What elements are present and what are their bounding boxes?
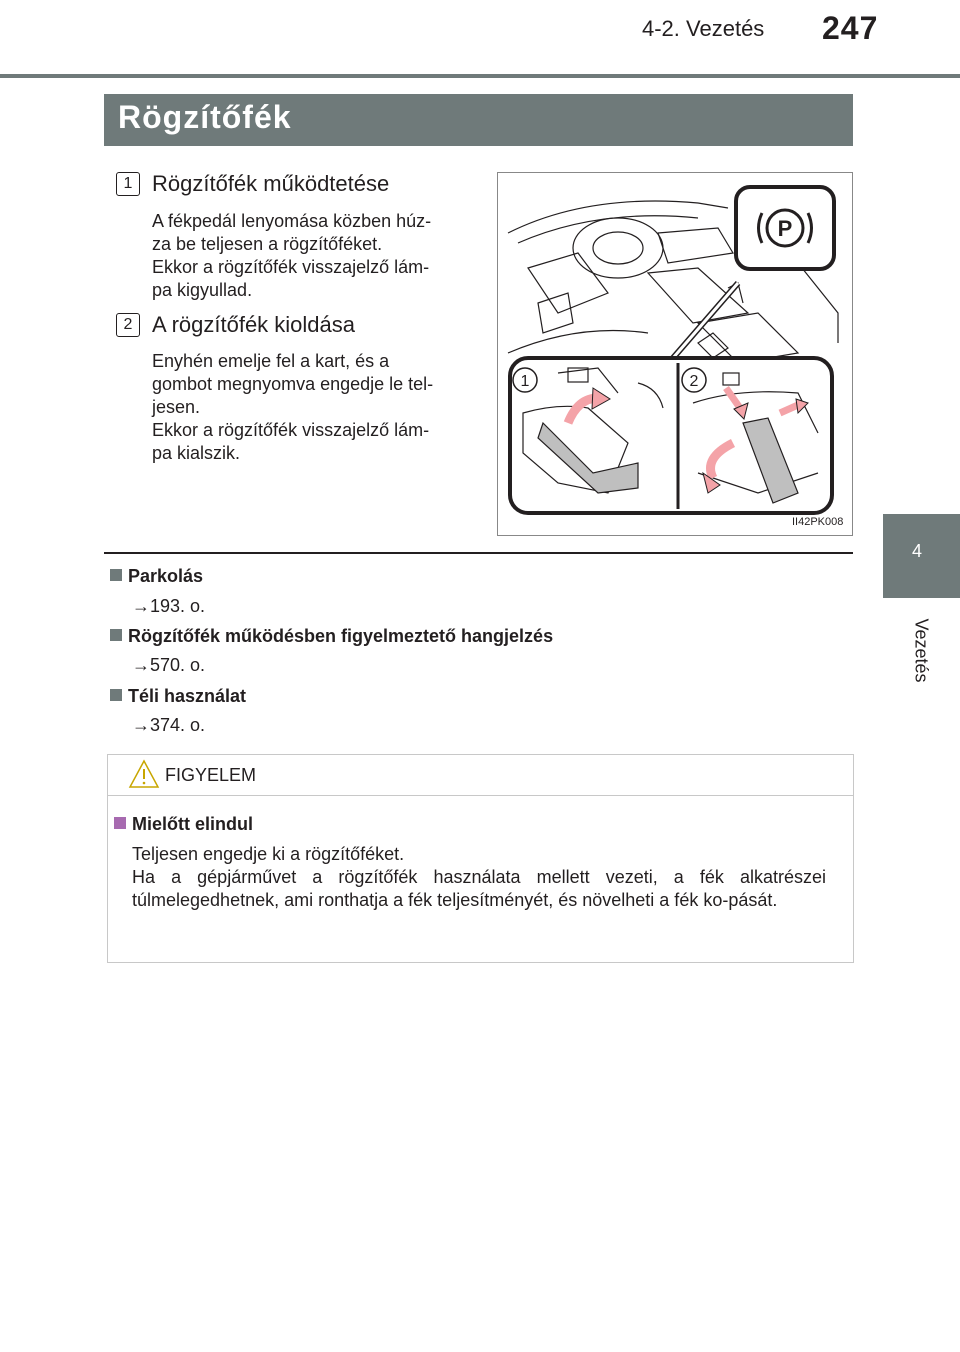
- bullet-square-icon: [110, 689, 122, 701]
- illustration-drawing: [498, 173, 852, 535]
- warning-triangle-icon: [128, 759, 160, 789]
- svg-text:2: 2: [689, 373, 699, 390]
- step-1-number: 1: [116, 172, 140, 196]
- page-title: Rögzítőfék: [118, 99, 292, 135]
- svg-text:1: 1: [520, 373, 530, 390]
- parking-brake-illustration: [497, 172, 853, 536]
- bullet-square-icon: [110, 569, 122, 581]
- warning-box: [107, 754, 854, 963]
- title-bar: [104, 94, 853, 146]
- note-ref-teli[interactable]: →374. o.: [132, 715, 206, 735]
- note-ref-parkolas[interactable]: →193. o.: [132, 596, 206, 616]
- figure-code: II42PK008: [792, 516, 844, 528]
- warning-text: Teljesen engedje ki a rögzítőféket. Ha a gépjárművet a rögzítőfék használata mellett vezeti, a fék alkatrészei túlmelegedhetnek, ami ronthatja a fék teljesítményét, és növelheti a fék ko-pását.: [132, 844, 826, 910]
- warning-header-rule: [108, 795, 853, 796]
- step-1-title: Rögzítőfék működtetése: [152, 171, 390, 196]
- step-1-body: A fékpedál lenyomása közben húz- za be teljesen a rögzítőféket. Ekkor a rögzítőfék visszajelző lám- pa kigyullad.: [152, 211, 432, 300]
- chapter-tab-number: 4: [912, 541, 923, 561]
- bullet-square-icon: [110, 629, 122, 641]
- warning-label: FIGYELEM: [165, 765, 257, 785]
- note-heading-hangjelzes: Rögzítőfék működésben figyelmeztető hangjelzés: [110, 626, 553, 647]
- note-heading-parkolas: Parkolás: [110, 566, 203, 587]
- svg-text:P: P: [777, 216, 793, 241]
- section-rule: [104, 552, 853, 554]
- page-number: 247: [822, 10, 879, 46]
- bullet-square-icon: [114, 817, 126, 829]
- chapter-tab-label: Vezetés: [911, 617, 932, 683]
- warning-subheading: Mielőtt elindul: [114, 814, 253, 835]
- note-heading-teli: Téli használat: [110, 686, 246, 707]
- note-ref-hangjelzes[interactable]: →570. o.: [132, 655, 206, 675]
- step-2-title: A rögzítőfék kioldása: [152, 312, 356, 337]
- step-2-body: Enyhén emelje fel a kart, és a gombot megnyomva engedje le tel- jesen. Ekkor a rögzítőfék visszajelző lám- pa kialszik.: [152, 351, 434, 463]
- step-2-number: 2: [116, 313, 140, 337]
- header-section: 4-2. Vezetés: [642, 16, 765, 41]
- header-rule: [0, 74, 960, 78]
